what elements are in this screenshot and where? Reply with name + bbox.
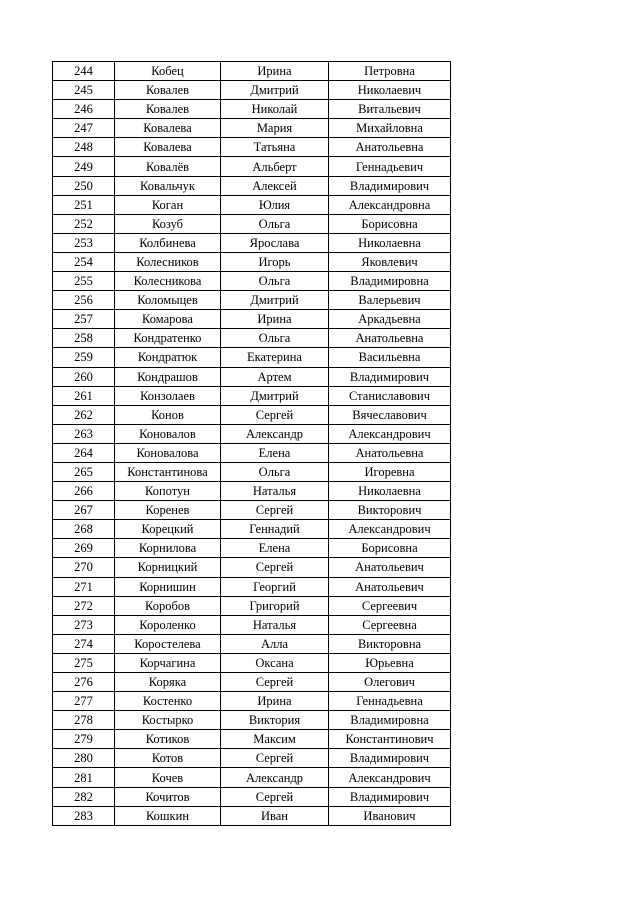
row-number: 272 bbox=[53, 596, 115, 615]
table-row bbox=[53, 462, 451, 481]
surname-cell: Кочитов bbox=[115, 787, 221, 806]
first-name-cell: Дмитрий bbox=[221, 386, 329, 405]
surname-cell: Кошкин bbox=[115, 806, 221, 825]
table-row bbox=[53, 501, 451, 520]
row-number: 259 bbox=[53, 348, 115, 367]
first-name-cell: Сергей bbox=[221, 787, 329, 806]
patronymic-cell: Анатольевич bbox=[329, 558, 451, 577]
surname-cell: Ковалева bbox=[115, 138, 221, 157]
row-number: 262 bbox=[53, 405, 115, 424]
first-name-cell: Татьяна bbox=[221, 138, 329, 157]
patronymic-cell: Михайловна bbox=[329, 119, 451, 138]
table-row bbox=[53, 62, 451, 81]
patronymic-cell: Вячеславович bbox=[329, 405, 451, 424]
patronymic-cell: Иванович bbox=[329, 806, 451, 825]
first-name-cell: Сергей bbox=[221, 558, 329, 577]
patronymic-cell: Викторович bbox=[329, 501, 451, 520]
surname-cell: Константинова bbox=[115, 462, 221, 481]
table-row bbox=[53, 386, 451, 405]
first-name-cell: Альберт bbox=[221, 157, 329, 176]
table-row bbox=[53, 730, 451, 749]
first-name-cell: Дмитрий bbox=[221, 291, 329, 310]
table-row bbox=[53, 577, 451, 596]
table-row bbox=[53, 233, 451, 252]
first-name-cell: Виктория bbox=[221, 711, 329, 730]
patronymic-cell: Анатольевна bbox=[329, 329, 451, 348]
surname-cell: Ковалев bbox=[115, 81, 221, 100]
first-name-cell: Алексей bbox=[221, 176, 329, 195]
surname-cell: Колбинева bbox=[115, 233, 221, 252]
row-number: 279 bbox=[53, 730, 115, 749]
row-number: 260 bbox=[53, 367, 115, 386]
table-row bbox=[53, 367, 451, 386]
row-number: 278 bbox=[53, 711, 115, 730]
table-row bbox=[53, 291, 451, 310]
table-row bbox=[53, 768, 451, 787]
table-row bbox=[53, 100, 451, 119]
surname-cell: Костенко bbox=[115, 692, 221, 711]
row-number: 263 bbox=[53, 424, 115, 443]
patronymic-cell: Николаевна bbox=[329, 482, 451, 501]
table-row bbox=[53, 443, 451, 462]
patronymic-cell: Борисовна bbox=[329, 539, 451, 558]
row-number: 247 bbox=[53, 119, 115, 138]
row-number: 250 bbox=[53, 176, 115, 195]
table-row bbox=[53, 195, 451, 214]
table-row bbox=[53, 81, 451, 100]
surname-cell: Ковалев bbox=[115, 100, 221, 119]
surname-cell: Костырко bbox=[115, 711, 221, 730]
surname-cell: Коломыцев bbox=[115, 291, 221, 310]
row-number: 253 bbox=[53, 233, 115, 252]
patronymic-cell: Александрович bbox=[329, 424, 451, 443]
surname-cell: Колесникова bbox=[115, 272, 221, 291]
patronymic-cell: Аркадьевна bbox=[329, 310, 451, 329]
patronymic-cell: Станиславович bbox=[329, 386, 451, 405]
patronymic-cell: Владимировна bbox=[329, 711, 451, 730]
row-number: 251 bbox=[53, 195, 115, 214]
surname-cell: Корницкий bbox=[115, 558, 221, 577]
first-name-cell: Александр bbox=[221, 768, 329, 787]
patronymic-cell: Сергеевна bbox=[329, 615, 451, 634]
table-row bbox=[53, 692, 451, 711]
patronymic-cell: Николаевич bbox=[329, 81, 451, 100]
first-name-cell: Ольга bbox=[221, 272, 329, 291]
row-number: 274 bbox=[53, 634, 115, 653]
table-row bbox=[53, 558, 451, 577]
patronymic-cell: Валерьевич bbox=[329, 291, 451, 310]
row-number: 252 bbox=[53, 214, 115, 233]
patronymic-cell: Константинович bbox=[329, 730, 451, 749]
row-number: 261 bbox=[53, 386, 115, 405]
row-number: 271 bbox=[53, 577, 115, 596]
table-row bbox=[53, 539, 451, 558]
first-name-cell: Елена bbox=[221, 443, 329, 462]
row-number: 258 bbox=[53, 329, 115, 348]
first-name-cell: Иван bbox=[221, 806, 329, 825]
surname-cell: Конов bbox=[115, 405, 221, 424]
patronymic-cell: Анатольевна bbox=[329, 138, 451, 157]
table-row bbox=[53, 214, 451, 233]
row-number: 269 bbox=[53, 539, 115, 558]
row-number: 244 bbox=[53, 62, 115, 81]
surname-cell: Коренев bbox=[115, 501, 221, 520]
table-row bbox=[53, 520, 451, 539]
first-name-cell: Елена bbox=[221, 539, 329, 558]
table-row bbox=[53, 252, 451, 271]
patronymic-cell: Николаевна bbox=[329, 233, 451, 252]
first-name-cell: Ольга bbox=[221, 329, 329, 348]
table-row bbox=[53, 405, 451, 424]
row-number: 249 bbox=[53, 157, 115, 176]
surname-cell: Корнишин bbox=[115, 577, 221, 596]
row-number: 281 bbox=[53, 768, 115, 787]
first-name-cell: Алла bbox=[221, 634, 329, 653]
surname-cell: Корнилова bbox=[115, 539, 221, 558]
patronymic-cell: Васильевна bbox=[329, 348, 451, 367]
first-name-cell: Юлия bbox=[221, 195, 329, 214]
first-name-cell: Екатерина bbox=[221, 348, 329, 367]
surname-cell: Коробов bbox=[115, 596, 221, 615]
patronymic-cell: Петровна bbox=[329, 62, 451, 81]
first-name-cell: Ярослава bbox=[221, 233, 329, 252]
table-row bbox=[53, 272, 451, 291]
table-row bbox=[53, 787, 451, 806]
table-row bbox=[53, 176, 451, 195]
row-number: 273 bbox=[53, 615, 115, 634]
patronymic-cell: Александрович bbox=[329, 520, 451, 539]
table-row bbox=[53, 711, 451, 730]
surname-cell: Ковальчук bbox=[115, 176, 221, 195]
surname-cell: Кобец bbox=[115, 62, 221, 81]
table-row bbox=[53, 806, 451, 825]
table-row bbox=[53, 157, 451, 176]
surname-cell: Козуб bbox=[115, 214, 221, 233]
row-number: 256 bbox=[53, 291, 115, 310]
row-number: 282 bbox=[53, 787, 115, 806]
row-number: 245 bbox=[53, 81, 115, 100]
surname-cell: Корецкий bbox=[115, 520, 221, 539]
first-name-cell: Дмитрий bbox=[221, 81, 329, 100]
row-number: 246 bbox=[53, 100, 115, 119]
row-number: 276 bbox=[53, 673, 115, 692]
row-number: 265 bbox=[53, 462, 115, 481]
patronymic-cell: Владимирович bbox=[329, 787, 451, 806]
patronymic-cell: Борисовна bbox=[329, 214, 451, 233]
first-name-cell: Сергей bbox=[221, 405, 329, 424]
surname-cell: Кондратенко bbox=[115, 329, 221, 348]
patronymic-cell: Олегович bbox=[329, 673, 451, 692]
first-name-cell: Сергей bbox=[221, 673, 329, 692]
table-row bbox=[53, 310, 451, 329]
surname-cell: Коновалов bbox=[115, 424, 221, 443]
first-name-cell: Сергей bbox=[221, 501, 329, 520]
patronymic-cell: Яковлевич bbox=[329, 252, 451, 271]
patronymic-cell: Игоревна bbox=[329, 462, 451, 481]
patronymic-cell: Владимирович bbox=[329, 749, 451, 768]
patronymic-cell: Юрьевна bbox=[329, 653, 451, 672]
table-row bbox=[53, 119, 451, 138]
patronymic-cell: Анатольевич bbox=[329, 577, 451, 596]
table-row bbox=[53, 329, 451, 348]
first-name-cell: Оксана bbox=[221, 653, 329, 672]
first-name-cell: Ирина bbox=[221, 62, 329, 81]
table-row bbox=[53, 348, 451, 367]
first-name-cell: Игорь bbox=[221, 252, 329, 271]
row-number: 255 bbox=[53, 272, 115, 291]
row-number: 283 bbox=[53, 806, 115, 825]
surname-cell: Кондратюк bbox=[115, 348, 221, 367]
table-row bbox=[53, 596, 451, 615]
table-row bbox=[53, 634, 451, 653]
table-row bbox=[53, 138, 451, 157]
patronymic-cell: Витальевич bbox=[329, 100, 451, 119]
table-row bbox=[53, 749, 451, 768]
surname-cell: Кондрашов bbox=[115, 367, 221, 386]
surname-cell: Коган bbox=[115, 195, 221, 214]
surname-cell: Короленко bbox=[115, 615, 221, 634]
patronymic-cell: Александрович bbox=[329, 768, 451, 787]
first-name-cell: Георгий bbox=[221, 577, 329, 596]
first-name-cell: Максим bbox=[221, 730, 329, 749]
row-number: 248 bbox=[53, 138, 115, 157]
patronymic-cell: Александровна bbox=[329, 195, 451, 214]
first-name-cell: Артем bbox=[221, 367, 329, 386]
patronymic-cell: Геннадьевич bbox=[329, 157, 451, 176]
surname-cell: Ковалёв bbox=[115, 157, 221, 176]
first-name-cell: Геннадий bbox=[221, 520, 329, 539]
row-number: 267 bbox=[53, 501, 115, 520]
surname-cell: Копотун bbox=[115, 482, 221, 501]
patronymic-cell: Викторовна bbox=[329, 634, 451, 653]
surname-cell: Корчагина bbox=[115, 653, 221, 672]
surname-cell: Ковалева bbox=[115, 119, 221, 138]
row-number: 257 bbox=[53, 310, 115, 329]
patronymic-cell: Анатольевна bbox=[329, 443, 451, 462]
surname-cell: Комарова bbox=[115, 310, 221, 329]
first-name-cell: Ирина bbox=[221, 692, 329, 711]
first-name-cell: Наталья bbox=[221, 615, 329, 634]
table-row bbox=[53, 615, 451, 634]
first-name-cell: Мария bbox=[221, 119, 329, 138]
patronymic-cell: Владимирович bbox=[329, 367, 451, 386]
patronymic-cell: Владимировна bbox=[329, 272, 451, 291]
first-name-cell: Григорий bbox=[221, 596, 329, 615]
surname-cell: Коряка bbox=[115, 673, 221, 692]
first-name-cell: Александр bbox=[221, 424, 329, 443]
first-name-cell: Ольга bbox=[221, 214, 329, 233]
roster-table-body bbox=[53, 62, 451, 826]
roster-table bbox=[52, 61, 451, 826]
patronymic-cell: Геннадьевна bbox=[329, 692, 451, 711]
row-number: 266 bbox=[53, 482, 115, 501]
first-name-cell: Наталья bbox=[221, 482, 329, 501]
surname-cell: Конзолаев bbox=[115, 386, 221, 405]
first-name-cell: Ольга bbox=[221, 462, 329, 481]
row-number: 268 bbox=[53, 520, 115, 539]
surname-cell: Котов bbox=[115, 749, 221, 768]
row-number: 280 bbox=[53, 749, 115, 768]
row-number: 277 bbox=[53, 692, 115, 711]
patronymic-cell: Владимирович bbox=[329, 176, 451, 195]
row-number: 254 bbox=[53, 252, 115, 271]
surname-cell: Котиков bbox=[115, 730, 221, 749]
surname-cell: Коростелева bbox=[115, 634, 221, 653]
surname-cell: Колесников bbox=[115, 252, 221, 271]
row-number: 275 bbox=[53, 653, 115, 672]
table-row bbox=[53, 424, 451, 443]
surname-cell: Коновалова bbox=[115, 443, 221, 462]
table-row bbox=[53, 482, 451, 501]
row-number: 270 bbox=[53, 558, 115, 577]
surname-cell: Кочев bbox=[115, 768, 221, 787]
table-row bbox=[53, 673, 451, 692]
first-name-cell: Николай bbox=[221, 100, 329, 119]
table-row bbox=[53, 653, 451, 672]
row-number: 264 bbox=[53, 443, 115, 462]
patronymic-cell: Сергеевич bbox=[329, 596, 451, 615]
first-name-cell: Сергей bbox=[221, 749, 329, 768]
first-name-cell: Ирина bbox=[221, 310, 329, 329]
